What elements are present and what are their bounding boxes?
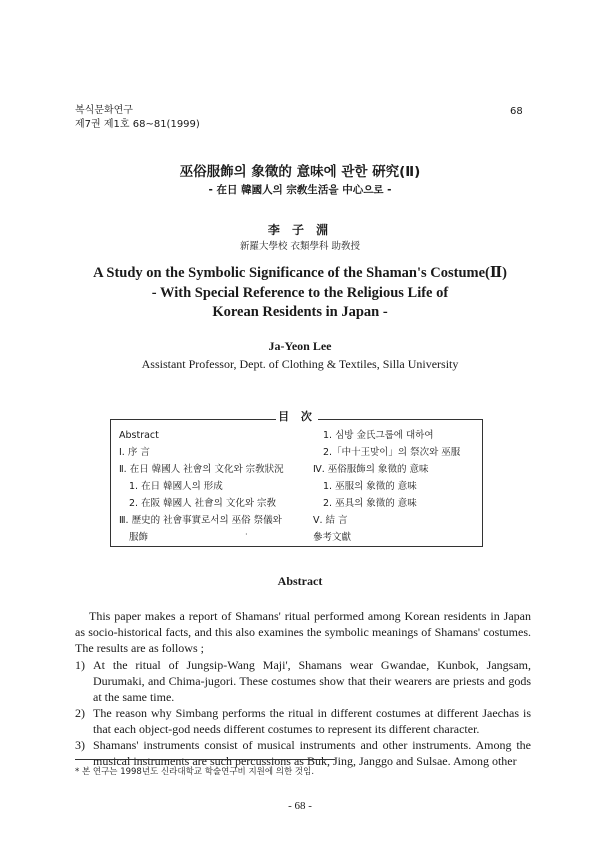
- abstract-heading: Abstract: [277, 574, 323, 588]
- result-text: Shamans' instruments consist of musical instruments and other instruments. Among the musical instruments are such percussions as Buk, Jing, Janggo and Sulsae. Among other: [93, 738, 531, 768]
- korean-subtitle: - 在日 韓國人의 宗敎生活을 中心으로 -: [208, 184, 392, 196]
- toc-item: 1. 巫服의 象徵的 意味: [323, 481, 417, 492]
- english-title-line-3: Korean Residents in Japan -: [212, 304, 388, 320]
- result-text: The reason why Simbang performs the ritual in different costumes at different Jaechas is that each object-god needs different costumes to represent its different character.: [93, 706, 531, 736]
- toc-item: 1. 在日 韓國人의 形成: [129, 481, 223, 492]
- toc-left-column: [119, 427, 284, 546]
- toc-title: 目 次: [276, 408, 318, 424]
- korean-affiliation: 新羅大學校 衣類學科 助敎授: [239, 241, 361, 252]
- toc-item: 2.「中十王맞이」의 祭次와 巫服: [323, 447, 461, 458]
- toc-item: 1. 심방 金氏그룹에 대하여: [323, 430, 434, 441]
- volume-line: 제7권 제1호 68~81(1999): [75, 119, 200, 130]
- result-item: [75, 657, 531, 705]
- toc-item: Ⅳ. 巫俗服飾의 象徵的 意味: [313, 464, 429, 475]
- korean-title: 巫俗服飾의 象徵的 意味에 관한 硏究(Ⅱ): [179, 164, 421, 180]
- english-title-line-1: A Study on the Symbolic Significance of the Shaman's Costume(Ⅱ): [93, 265, 507, 281]
- english-author: Ja-Yeon Lee: [268, 339, 332, 353]
- toc-item: 2. 在阪 韓國人 社會의 文化와 宗敎: [129, 498, 277, 509]
- abstract-intro-text: This paper makes a report of Shamans' ritual performed among Korean residents in Japan as socio-historical facts, and this also examines the symbolic meanings of Shamans' costumes. The results are as follows ;: [75, 609, 531, 655]
- toc-item: 服飾: [129, 532, 149, 543]
- english-affiliation: Assistant Professor, Dept. of Clothing & Textiles, Silla University: [141, 357, 459, 371]
- result-number: 3): [75, 738, 85, 752]
- english-title-line-2: - With Special Reference to the Religious Life of: [151, 284, 449, 301]
- journal-name: 복식문화연구: [75, 105, 133, 116]
- abstract-intro: [75, 608, 531, 656]
- footnote: * 본 연구는 1998년도 신라대학교 학술연구비 지원에 의한 것임.: [75, 767, 315, 777]
- korean-author: 李 子 淵: [267, 223, 333, 237]
- journal-header: [75, 104, 200, 132]
- toc-item: Abstract: [119, 430, 159, 441]
- result-number: 1): [75, 658, 85, 672]
- toc-item: 參考文獻: [313, 532, 352, 543]
- english-title: [0, 264, 600, 323]
- result-text: At the ritual of Jungsip-Wang Maji', Shamans wear Gwandae, Kunbok, Jangsam, Durumaki, and Chima-jugori. These costumes show that their wearers are priests and gods at the same time.: [93, 658, 531, 704]
- page-number-bottom: - 68 -: [288, 800, 312, 812]
- toc-item: Ⅰ. 序 言: [119, 447, 150, 458]
- abstract-results-list: [75, 657, 531, 769]
- toc-item: Ⅲ. 歷史的 社會事實로서의 巫俗 祭儀와: [119, 515, 282, 526]
- page-number-top: 68: [510, 106, 523, 117]
- toc-item: 2. 巫具의 象徵的 意味: [323, 498, 417, 509]
- result-number: 2): [75, 706, 85, 720]
- toc-item: Ⅱ. 在日 韓國人 社會의 文化와 宗敎狀況: [119, 464, 284, 475]
- toc-mark: ·: [245, 530, 248, 539]
- result-item: [75, 705, 531, 737]
- footnote-rule: [75, 759, 335, 760]
- toc-right-column: [313, 427, 460, 546]
- toc-item: Ⅴ. 結 言: [313, 515, 348, 526]
